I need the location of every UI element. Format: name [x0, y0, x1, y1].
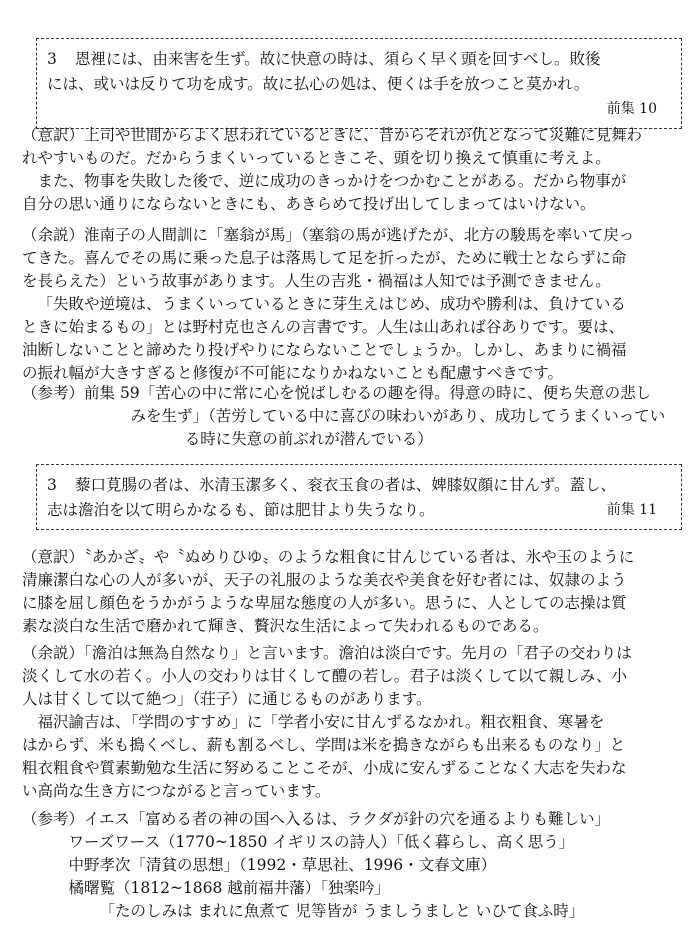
- entry1-comment-line4: 「失敗や逆境は、うまくいっているときに芽生えはじめ、成功や勝利は、負けている: [37, 295, 626, 313]
- entry1-source: 前集 10: [606, 101, 657, 117]
- entry2-number: 3: [47, 476, 57, 494]
- entry2-translation: [22, 546, 682, 638]
- entry1-comment-line7: の振れ幅が大きすぎると修復が不可能になりかねないことも配慮すべきです。: [22, 364, 563, 382]
- entry2-comment-line6: 粗衣粗食や質素勤勉な生活に努めることこそが、小成に安んずることなく大志を失わな: [22, 759, 627, 777]
- entry2-comment-line3: 人は甘くして以て絶つ」（荘子）に通じるものがあります。: [22, 690, 432, 708]
- entry1-comment-line1: （余説）淮南子の人間訓に「塞翁が馬」（塞翁の馬が逃げたが、北方の駿馬を率いて戻っ: [22, 226, 635, 244]
- entry1-comment-line5: ときに始まるもの」とは野村克也さんの言書です。人生は山あれば谷ありです。要は、: [22, 318, 625, 336]
- entry1-comment-line3: を長らえた）という故事があります。人生の吉兆・禍福は人知では予測できません。: [22, 272, 611, 290]
- entry2-reference-line5: 「たのしみは まれに魚煮て 児等皆が うましうましと いひて食ふ時」: [99, 902, 585, 920]
- entry2-comment-line4: 福沢諭吉は、「学問のすすめ」に「学者小安に甘んずるなかれ。粗衣粗食、寒暑を: [37, 713, 605, 731]
- entry1-comment: [22, 224, 682, 385]
- entry1-reference: [22, 382, 682, 451]
- entry2-comment-line2: 淡くして水の若く。小人の交わりは甘くして醴の若し。君子は淡くして以て親しみ、小: [22, 667, 628, 685]
- entry1-comment-line6: 油断しないことと諦めたり投げやりにならないことでしょうか。しかし、あまりに禍福: [22, 341, 627, 359]
- entry1-comment-line2: てきた。喜んでその馬に乗った息子は落馬して足を折ったが、ために戦士とならずに命: [22, 249, 627, 267]
- entry1-translation-line3: また、物事を失敗した後で、逆に成功のきっかけをつかむことがある。だから物事が: [37, 172, 627, 190]
- reference-label: （参考）: [22, 810, 85, 828]
- entry2-reference-line1: （参考）イエス「富める者の神の国へ入るは、ラクダが針の穴を通るよりも難しい」: [22, 810, 611, 828]
- entry2-original-line2: 志は澹泊を以て明らかなるも、節は肥甘より失うなり。 前集 11: [47, 498, 671, 523]
- entry1-reference-line3: る時に失意の前ぶれが潜んでいる）: [184, 430, 433, 448]
- entry2-comment-line5: はからず、米も搗くべし、薪も割るべし、学問は米を搗きながらも出来るものなり」と: [22, 736, 626, 754]
- comment-label: （余説）: [22, 644, 85, 662]
- entry1-original-line1: 3 恩裡には、由来害を生ず。故に快意の時は、須らく早く頭を回すべし。敗後: [47, 47, 671, 72]
- entry1-translation: [22, 124, 682, 216]
- entry1-number: 3: [47, 50, 57, 68]
- entry2-comment-line7: い高尚な生き方につながると言っています。: [22, 782, 331, 800]
- entry2-reference: [22, 808, 682, 923]
- entry2-translation-line1: （意訳）〝あかざ〟や〝ぬめりひゆ〟のような粗食に甘んじている者は、氷や玉のように: [22, 548, 635, 566]
- entry2-original-line1: 3 藜口莧腸の者は、氷清玉潔多く、衮衣玉食の者は、婢膝奴顔に甘んず。蓋し、: [47, 473, 671, 498]
- entry1-translation-line4: 自分の思い通りにならないときにも、あきらめて投げ出してしまってはいけない。: [22, 195, 596, 213]
- entry1-original-line2: には、或いは反りて功を成す。故に払心の処は、便くは手を放つこと莫かれ。: [47, 75, 590, 93]
- entry2-translation-line3: に膝を屈し顔色をうかがうような卑屈な態度の人が多い。思うに、人としての志操は質: [22, 594, 627, 612]
- entry2-reference-line4: 橘曙覧（1812~1868 越前福井藩）「独楽吟」: [68, 879, 391, 897]
- entry2-comment-line1: （余説）「澹泊は無為自然なり」と言います。澹泊は淡白です。先月の「君子の交わりは: [22, 644, 632, 662]
- entry2-comment: [22, 642, 682, 803]
- entry2-original-box: [36, 464, 682, 530]
- entry2-source: 前集 11: [606, 502, 657, 518]
- entry1-reference-line2: みを生ず」（苦労している中に喜びの味わいがあり、成功してうまくいってい: [130, 407, 666, 425]
- entry2-translation-line2: 清廉潔白な心の人が多いが、天子の礼服のような美衣や美食を好む者には、奴隷のよう: [22, 571, 627, 589]
- entry1-original-box: [36, 38, 682, 129]
- entry2-reference-line2: ワーズワース（1770~1850 イギリスの詩人）「低く暮らし、高く思う」: [68, 833, 575, 851]
- entry2-translation-line4: 素な淡白な生活で磨かれて輝き、贅沢な生活によって失われるものである。: [22, 617, 549, 635]
- translation-label: （意訳）: [22, 548, 85, 566]
- comment-label: （余説）: [22, 226, 85, 244]
- entry1-reference-line1: （参考）前集 59「苦心の中に常に心を悦ばしむるの趣を得。得意の時に、便ち失意の悲し: [22, 384, 652, 402]
- translation-label: （意訳）: [22, 126, 85, 144]
- reference-label: （参考）: [22, 384, 85, 402]
- entry1-translation-line2: れやすいものだ。だからうまくいっているときこそ、頭を切り換えて慎重に考えよ。: [22, 149, 611, 167]
- entry1-translation-line1: （意訳）上司や世間からよく思われているときに、昔からそれが仇となって災難に見舞わ: [22, 126, 643, 144]
- entry2-reference-line3: 中野孝次「清貧の思想」（1992・草思社、1996・文春文庫）: [68, 856, 497, 874]
